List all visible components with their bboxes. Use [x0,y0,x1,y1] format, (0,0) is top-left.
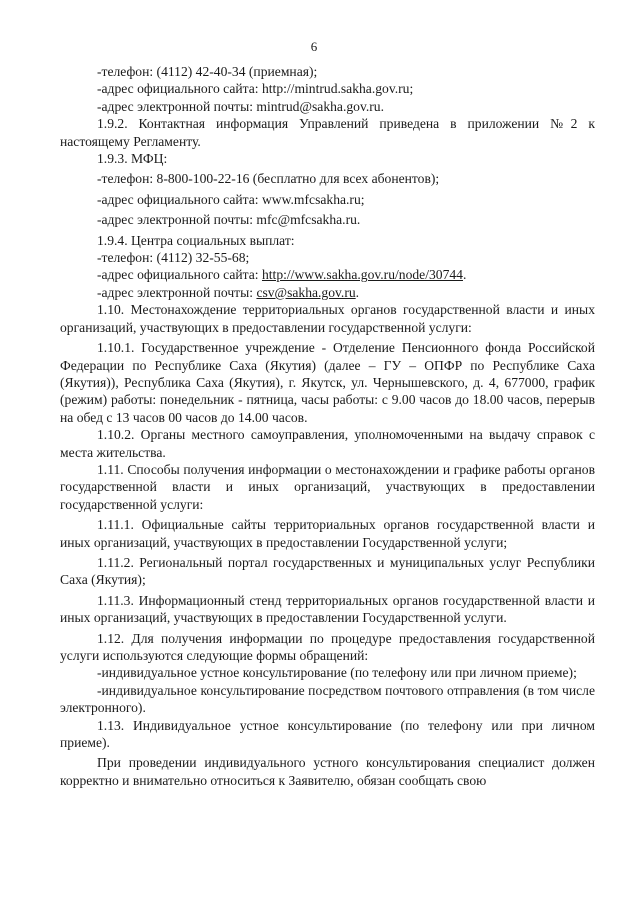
paragraph-l22: -индивидуальное консультирование посредством почтового отправления (в том числе электронного). [60,682,595,716]
paragraph-l8: -адрес электронной почты: mfc@mfcsakha.ru. [97,212,361,228]
paragraph-l24: При проведении индивидуального устного консультирования специалист должен корректно и внимательно относиться к Заявителю, обязан сообщать свою [60,755,595,788]
paragraph-l7: -адрес официального сайта: www.mfcsakha.ru; [97,191,365,207]
paragraph-l15: 1.10.2. Органы местного самоуправления, уполномоченными на выдачу справок с места жительства. [60,427,595,460]
paragraph-l12 [60,284,595,301]
paragraph-l14: 1.10.1. Государственное учреждение - Отделение Пенсионного фонда Российской Федерации по Республике Саха (Якутия) (далее – ГУ – ОПФР по Республике Саха (Якутия)), Республика Саха (Якутия), г. Якутск, ул. Чернышевского, д. 4, 677000, график (режим) работы: понедельник - пятница, часы работы: с 9.00 часов до 18.00 часов, перерыв на обед с 13 часов 00 часов до 14.00 часов. [60,340,595,425]
paragraph-l17: 1.11.1. Официальные сайты территориальных органов государственной власти и иных организаций, участвующих в предоставлении Государственной услуги; [60,517,595,550]
paragraph-l16: 1.11. Способы получения информации о местонахождении и графике работы органов государственной власти и иных организаций, участвующих в предоставлении государственной услуги: [60,461,595,512]
paragraph-l4: 1.9.2. Контактная информация Управлений приведена в приложении №2 к настоящему Регламенту. [60,116,595,149]
paragraph-l1: -телефон: (4112) 42-40-34 (приемная); [97,64,318,79]
pre-text: -адрес электронной почты: [97,284,257,300]
paragraph-l13: 1.10. Местонахождение территориальных органов государственной власти и иных организаций, участвующих в предоставлении государственной услуги: [60,302,595,335]
paragraph-l3: -адрес электронной почты: mintrud@sakha.gov.ru. [97,98,384,114]
paragraph-l2: -адрес официального сайта: http://mintrud.sakha.gov.ru; [97,81,414,97]
hyperlink[interactable]: http://www.sakha.gov.ru/node/30744 [261,267,463,283]
paragraph-l18: 1.11.2. Региональный портал государственных и муниципальных услуг Республики Саха (Якутия); [60,554,595,588]
paragraph-l10: -телефон: (4112) 32-55-68; [97,250,250,266]
paragraph-l9: 1.9.4. Центра социальных выплат: [97,232,295,248]
document-body [60,63,595,789]
paragraph-l23: 1.13. Индивидуальное устное консультирование (по телефону или при личном приеме). [60,717,595,751]
pre-text: -адрес официального сайта: [97,267,262,283]
paragraph-l11 [60,266,595,283]
paragraph-l21: -индивидуальное устное консультирование (по телефону или при личном приеме); [97,665,577,681]
paragraph-l20: 1.12. Для получения информации по процедуре предоставления государственной услуги используются следующие формы обращений: [60,630,595,663]
paragraph-l19: 1.11.3. Информационный стенд территориальных органов государственной власти и иных организаций, участвующих в предоставлении Государственной услуги. [60,592,595,626]
post-text: . [355,284,360,300]
page-number: 6 [310,39,318,54]
paragraph-l6: -телефон: 8-800-100-22-16 (бесплатно для всех абонентов); [97,171,440,187]
paragraph-l5: 1.9.3. МФЦ: [97,151,168,167]
hyperlink[interactable]: csv@sakha.gov.ru [256,284,356,300]
post-text: . [462,267,467,283]
